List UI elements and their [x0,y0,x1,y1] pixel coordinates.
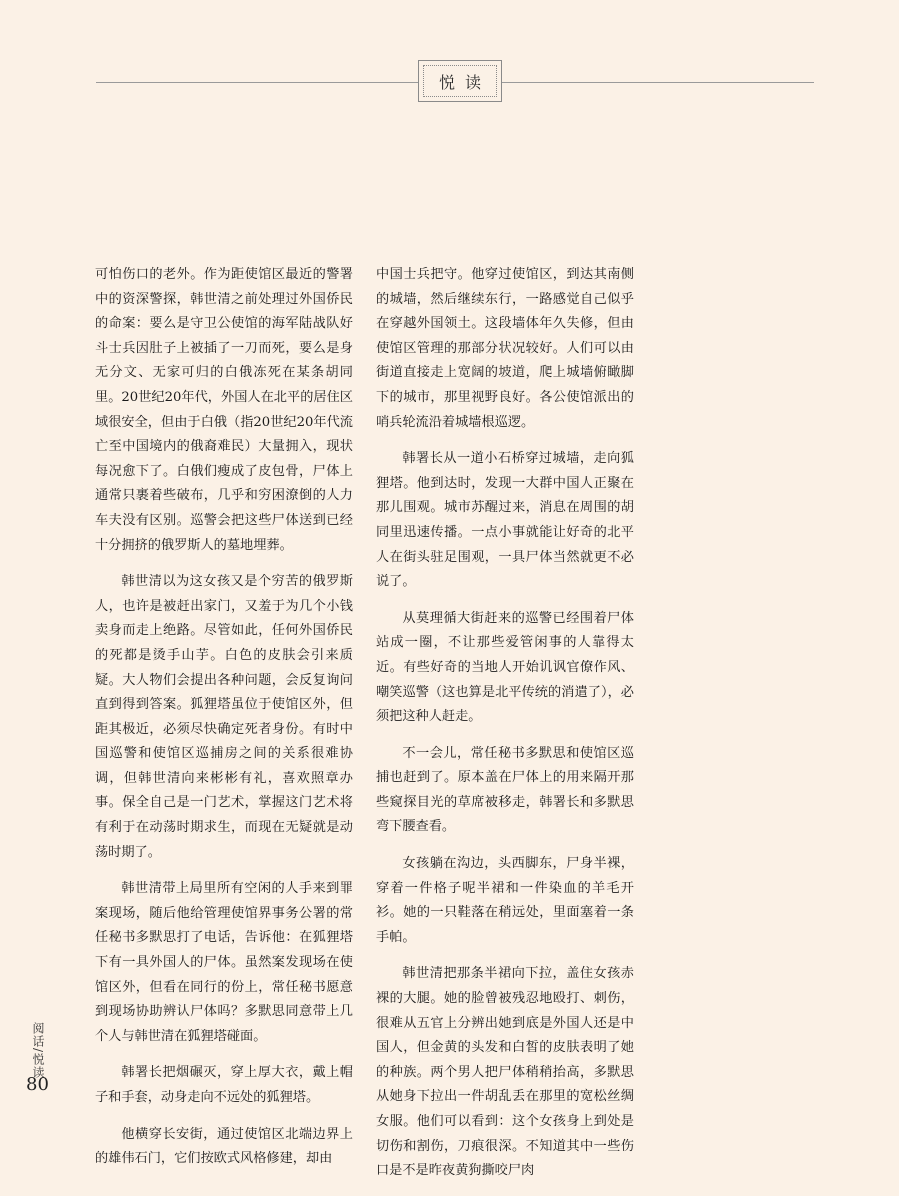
paragraph: 从莫理循大街赶来的巡警已经围着尸体站成一圈，不让那些爱管闲事的人靠得太近。有些好奇的当地人开始讥讽官僚作风、嘲笑巡警（这也算是北平传统的消遣了），必须把这种人赶走。 [376,610,634,725]
section-header [418,60,502,102]
section-title: 悦读 [423,65,497,97]
paragraph: 可怕伤口的老外。作为距使馆区最近的警署中的资深警探，韩世清之前处理过外国侨民的命案：要么是守卫公使馆的海军陆战队好斗士兵因肚子上被插了一刀而死，要么是身无分文、无家可归的白俄冻死在某条胡同里。20世纪20年代，外国人在北平的居住区域很安全，但由于白俄（指20世纪20年代流亡至中国境内的俄裔难民）大量拥入，现状每况愈下了。白俄们瘦成了皮包骨，尸体上通常只裹着些破布，几乎和穷困潦倒的人力车夫没有区别。巡警会把这些尸体送到已经十分拥挤的俄罗斯人的墓地埋葬。 [95,267,353,553]
paragraph: 女孩躺在沟边，头西脚东，尸身半裸，穿着一件格子呢半裙和一件染血的羊毛开衫。她的一只鞋落在稍远处，里面塞着一条手帕。 [376,856,634,945]
header-rule-left [96,82,418,83]
section-label: 阅话/悦读 [31,1022,45,1080]
header-rule-right [502,82,814,83]
paragraph: 中国士兵把守。他穿过使馆区，到达其南侧的城墙，然后继续东行，一路感觉自己似乎在穿越外国领土。这段墙体年久失修，但由使馆区管理的那部分状况较好。人们可以由街道直接走上宽阔的坡道，爬上城墙俯瞰脚下的城市，那里视野良好。各公使馆派出的哨兵轮流沿着城墙根巡逻。 [376,267,634,430]
paragraph: 韩世清以为这女孩又是个穷苦的俄罗斯人，也许是被赶出家门，又羞于为几个小钱卖身而走上绝路。尽管如此，任何外国侨民的死都是烫手山芋。白色的皮肤会引来质疑。大人物们会提出各种问题，会反复询问直到得到答案。狐狸塔虽位于使馆区外，但距其极近，必须尽快确定死者身份。有时中国巡警和使馆区巡捕房之间的关系很难协调，但韩世清向来彬彬有礼，喜欢照章办事。保全自己是一门艺术，掌握这门艺术将有利于在动荡时期求生，而现在无疑就是动荡时期了。 [95,574,353,860]
paragraph: 韩署长从一道小石桥穿过城墙，走向狐狸塔。他到达时，发现一大群中国人正聚在那儿围观。城市苏醒过来，消息在周围的胡同里迅速传播。一点小事就能让好奇的北平人在街头驻足围观，一具尸体当然就更不必说了。 [376,451,634,590]
page-number: 80 [26,1074,49,1095]
paragraph: 韩世清把那条半裙向下拉，盖住女孩赤裸的大腿。她的脸曾被残忍地殴打、刺伤，很难从五官上分辨出她到底是外国人还是中国人，但金黄的头发和白皙的皮肤表明了她的种族。两个男人把尸体稍稍抬高，多默思从她身下拉出一件胡乱丢在那里的宽松丝绸女服。他们可以看到：这个女孩身上到处是切伤和割伤，刀痕很深。不知道其中一些伤口是不是昨夜黄狗撕咬尸肉 [376,966,634,1179]
paragraph: 韩署长把烟碾灭，穿上厚大衣，戴上帽子和手套，动身走向不远处的狐狸塔。 [95,1065,353,1105]
left-column [95,263,353,1184]
paragraph: 不一会儿，常任秘书多默思和使馆区巡捕也赶到了。原本盖在尸体上的用来隔开那些窥探目光的草席被移走，韩署长和多默思弯下腰查看。 [376,745,634,835]
paragraph: 韩世清带上局里所有空闲的人手来到罪案现场，随后他给管理使馆界事务公署的常任秘书多默思打了电话，告诉他：在狐狸塔下有一具外国人的尸体。虽然案发现场在使馆区外，但看在同行的份上，常任秘书愿意到现场协助辨认尸体吗？多默思同意带上几个人与韩世清在狐狸塔碰面。 [95,881,353,1044]
right-column [376,263,634,1196]
paragraph: 他横穿长安街，通过使馆区北端边界上的雄伟石门，它们按欧式风格修建，却由 [95,1126,353,1167]
